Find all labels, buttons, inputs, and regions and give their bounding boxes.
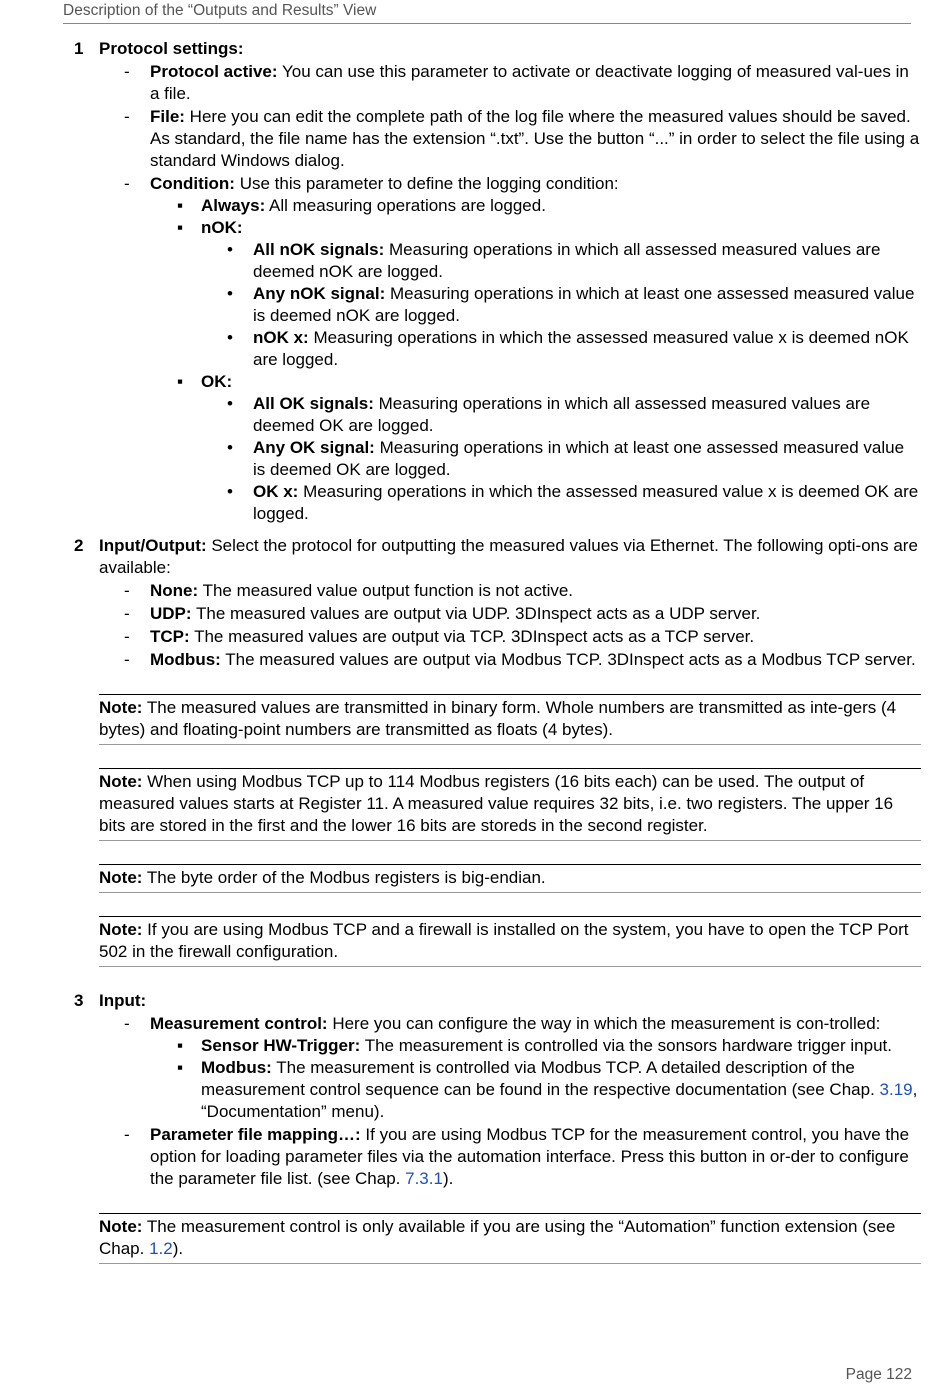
protocol-settings-list [150, 61, 921, 525]
section-protocol-settings [0, 38, 921, 525]
page-number: Page 122 [845, 1366, 912, 1383]
chapter-link[interactable]: 7.3.1 [405, 1169, 443, 1188]
section-text: Select the protocol for outputting the measured values via Ethernet. The following opti-ons are available: [99, 536, 918, 577]
note-text: When using Modbus TCP up to 114 Modbus registers (16 bits each) can be used. The output of measured values starts at Register 11. A measured value requires 32 bits, i.e. two registers. The upper 16 bits are stored in the first and the lower 16 bits are storeds in the second register. [99, 772, 894, 835]
item-text: Measuring operations in which all assessed measured values are deemed OK are logged. [253, 394, 871, 435]
item-label: All nOK signals: [253, 240, 385, 259]
list-item [253, 327, 921, 371]
list-item [253, 393, 921, 437]
section-input-output [0, 535, 921, 671]
item-text: Measuring operations in which all assessed measured values are deemed nOK are logged. [253, 240, 881, 281]
list-item [150, 173, 921, 525]
list-item [150, 61, 921, 105]
note-box [99, 864, 921, 893]
list-item [201, 217, 921, 371]
item-label: Measurement control: [150, 1014, 328, 1033]
list-item [253, 437, 921, 481]
note-label: Note: [99, 920, 143, 939]
note-box [99, 768, 921, 841]
item-label: OK x: [253, 482, 299, 501]
list-item [253, 239, 921, 283]
page-content [0, 38, 950, 1264]
list-item [201, 371, 921, 525]
item-label: None: [150, 581, 199, 600]
item-label: Sensor HW-Trigger: [201, 1036, 361, 1055]
item-text: Measuring operations in which at least one assessed measured value is deemed OK are logged. [253, 438, 905, 479]
item-text: Here you can configure the way in which the measurement is con-trolled: [327, 1014, 881, 1033]
section-intro [99, 535, 921, 579]
item-label: TCP: [150, 627, 190, 646]
list-item [150, 649, 921, 671]
list-item [150, 580, 921, 602]
item-label: Condition: [150, 174, 235, 193]
list-item [253, 481, 921, 525]
list-item [150, 1013, 921, 1123]
item-label: Protocol active: [150, 62, 278, 81]
note-label: Note: [99, 1217, 143, 1236]
condition-list [201, 195, 921, 525]
note-box [99, 1213, 921, 1264]
item-text: The measured value output function is not active. [198, 581, 574, 600]
chapter-link[interactable]: 3.19 [879, 1080, 913, 1099]
item-label: All OK signals: [253, 394, 374, 413]
note-text: ). [172, 1239, 184, 1258]
item-text: ). [442, 1169, 454, 1188]
section-input [0, 990, 921, 1190]
list-item [150, 603, 921, 625]
ok-list [253, 393, 921, 525]
item-text: Measuring operations in which at least one assessed measured value is deemed nOK are logged. [253, 284, 915, 325]
input-list [150, 1013, 921, 1190]
note-label: Note: [99, 772, 143, 791]
item-label: Any OK signal: [253, 438, 375, 457]
item-label: Modbus: [150, 650, 221, 669]
item-text: Measuring operations in which the assessed measured value x is deemed OK are logged. [253, 482, 919, 523]
note-text: If you are using Modbus TCP and a firewall is installed on the system, you have to open the TCP Port 502 in the firewall configuration. [99, 920, 909, 961]
item-text: The measured values are output via UDP. 3DInspect acts as a UDP server. [191, 604, 761, 623]
list-item [150, 1124, 921, 1190]
item-label: Always: [201, 196, 266, 215]
nok-list [253, 239, 921, 371]
page-header: Description of the “Outputs and Results” View [63, 2, 911, 24]
item-text: Use this parameter to define the logging condition: [234, 174, 619, 193]
list-item [201, 1057, 921, 1123]
note-text: The byte order of the Modbus registers is big-endian. [142, 868, 546, 887]
list-item [201, 1035, 921, 1057]
item-label: nOK x: [253, 328, 309, 347]
item-text: The measured values are output via TCP. 3DInspect acts as a TCP server. [189, 627, 755, 646]
item-text: You can use this parameter to activate or deactivate logging of measured val-ues in a file. [150, 62, 909, 103]
item-text: , “Documentation” menu). [201, 1080, 918, 1121]
note-box [99, 694, 921, 745]
measurement-control-list [201, 1035, 921, 1123]
item-label: Parameter file mapping…: [150, 1125, 361, 1144]
item-text: The measured values are output via Modbus TCP. 3DInspect acts as a Modbus TCP server. [220, 650, 916, 669]
note-label: Note: [99, 698, 143, 717]
item-text: Here you can edit the complete path of the log file where the measured values should be saved. As standard, the file name has the extension “.txt”. Use the button “...” in order to select the file using a standard Windows dialog. [150, 107, 920, 170]
list-item [253, 283, 921, 327]
section-number: 3 [74, 991, 84, 1010]
section-title: Protocol settings: [99, 39, 244, 58]
item-text: Measuring operations in which the assessed measured value x is deemed nOK are logged. [253, 328, 909, 369]
list-item [201, 195, 921, 217]
note-box [99, 916, 921, 967]
section-title: Input/Output: [99, 536, 207, 555]
item-text: If you are using Modbus TCP for the measurement control, you have the option for loading parameter files via the automation interface. Press this button in or-der to configure the parameter file list. (see Chap. [150, 1125, 910, 1188]
item-label: Any nOK signal: [253, 284, 386, 303]
item-label: File: [150, 107, 185, 126]
section-number: 1 [74, 39, 84, 58]
item-label: Modbus: [201, 1058, 272, 1077]
item-label: OK: [201, 372, 233, 391]
list-item [150, 626, 921, 648]
note-text: The measured values are transmitted in binary form. Whole numbers are transmitted as inte-gers (4 bytes) and floating-point numbers are transmitted as floats (4 bytes). [99, 698, 897, 739]
item-label: UDP: [150, 604, 192, 623]
item-text: The measurement is controlled via the sonsors hardware trigger input. [360, 1036, 892, 1055]
list-item [150, 106, 921, 172]
section-number: 2 [74, 536, 84, 555]
note-label: Note: [99, 868, 143, 887]
item-text: All measuring operations are logged. [265, 196, 546, 215]
output-protocol-list [150, 580, 921, 671]
item-text: The measurement is controlled via Modbus TCP. A detailed description of the measurement control sequence can be found in the respective documentation (see Chap. [201, 1058, 880, 1099]
section-title: Input: [99, 991, 147, 1010]
item-label: nOK: [201, 218, 243, 237]
chapter-link[interactable]: 1.2 [149, 1239, 173, 1258]
note-text: The measurement control is only available if you are using the “Automation” function extension (see Chap. [99, 1217, 896, 1258]
